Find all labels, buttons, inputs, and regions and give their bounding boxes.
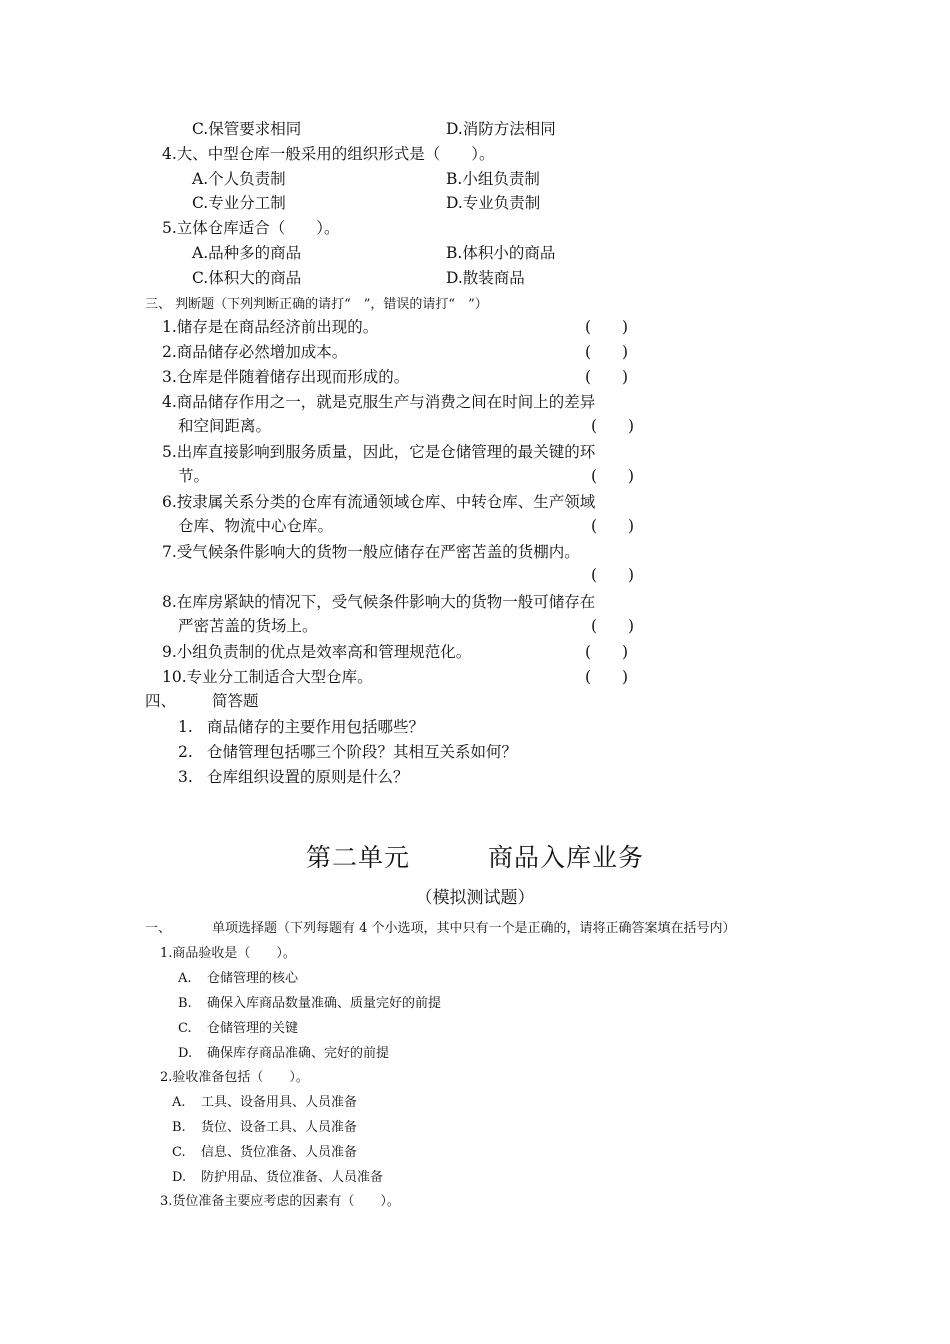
q5-option-c: C.体积大的商品 [192,269,302,287]
judge-item-continuation: 和空间距离。 [178,417,272,435]
short-heading-text: 简答题 [212,692,259,710]
option-label: C. [172,1145,186,1160]
option-label: C. [178,1021,192,1036]
unit-title: 第二单元 商品入库业务 [305,843,644,872]
judge-item: 4.商品储存作用之一，就是克服生产与消费之间在时间上的差异 [162,393,596,411]
answer-bracket: ( ) [591,617,635,635]
judge-item: 8.在库房紧缺的情况下，受气候条件影响大的货物一般可储存在 [162,593,596,611]
short-item-text: 仓库组织设置的原则是什么？ [207,768,409,786]
q4-stem: 4.大、中型仓库一般采用的组织形式是（ ）。 [162,145,495,163]
q4-option-d: D.专业负责制 [446,194,541,212]
option-text: 防护用品、货位准备、人员准备 [201,1170,384,1185]
q1-stem: 1.商品验收是（ ）。 [160,946,296,961]
option-text: 工具、设备用具、人员准备 [201,1095,358,1110]
judge-item: 2.商品储存必然增加成本。 [162,343,348,361]
judge-item: 1.储存是在商品经济前出现的。 [162,318,379,336]
q3-option-c: C.保管要求相同 [192,120,302,138]
answer-bracket: ( ) [591,417,635,435]
section-heading: 单项选择题（下列每题有 4 个小选项，其中只有一个是正确的，请将正确答案填在括号内） [212,921,736,936]
q2-stem: 2.验收准备包括（ ）。 [160,1070,309,1085]
judge-item: 3.仓库是伴随着储存出现而形成的。 [162,368,410,386]
q4-option-c: C.专业分工制 [192,194,286,212]
option-label: D. [172,1170,187,1185]
answer-bracket: ( ) [591,566,635,584]
q5-option-a: A.品种多的商品 [192,244,302,262]
q3-stem: 3.货位准备主要应考虑的因素有（ ）。 [160,1194,400,1209]
answer-bracket: ( ) [591,517,635,535]
option-text: 仓储管理的核心 [207,971,299,986]
q3-option-d: D.消防方法相同 [446,120,556,138]
option-label: D. [178,1046,193,1061]
judge-heading: 三、 判断题（下列判断正确的请打“ ”，错误的请打“ ”） [145,297,488,312]
section-number: 一、 [145,921,172,936]
judge-item-continuation: 仓库、物流中心仓库。 [178,517,334,535]
option-text: 信息、货位准备、人员准备 [201,1145,358,1160]
q4-option-a: A.个人负责制 [192,170,286,188]
option-label: A. [172,1095,186,1110]
judge-item-continuation: 节。 [178,467,210,485]
short-item-number: 1. [178,718,193,736]
answer-bracket: ( ) [585,343,629,361]
short-item-number: 2. [178,743,193,761]
option-text: 确保库存商品准确、完好的前提 [207,1046,390,1061]
short-item-number: 3. [178,768,193,786]
judge-item: 5.出库直接影响到服务质量，因此，它是仓储管理的最关键的环 [162,443,596,461]
q4-option-b: B.小组负责制 [446,170,540,188]
q5-stem: 5.立体仓库适合（ ）。 [162,219,340,237]
judge-item: 7.受气候条件影响大的货物一般应储存在严密苫盖的货棚内。 [162,543,580,561]
judge-item: 9.小组负责制的优点是效率高和管理规范化。 [162,643,472,661]
q5-option-d: D.散装商品 [446,269,525,287]
short-item-text: 仓储管理包括哪三个阶段？其相互关系如何？ [207,743,518,761]
answer-bracket: ( ) [585,368,629,386]
judge-item: 6.按隶属关系分类的仓库有流通领域仓库、中转仓库、生产领域 [162,493,596,511]
short-heading-number: 四、 [145,692,177,710]
judge-item: 10.专业分工制适合大型仓库。 [162,668,373,686]
option-label: B. [172,1120,186,1135]
option-text: 货位、设备工具、人员准备 [201,1120,358,1135]
answer-bracket: ( ) [585,318,629,336]
answer-bracket: ( ) [585,643,629,661]
answer-bracket: ( ) [591,467,635,485]
option-text: 仓储管理的关键 [207,1021,299,1036]
answer-bracket: ( ) [585,668,629,686]
unit-subtitle: （模拟测试题） [415,888,535,908]
option-label: B. [178,996,192,1011]
option-text: 确保入库商品数量准确、质量完好的前提 [207,996,442,1011]
judge-item-continuation: 严密苫盖的货场上。 [178,617,318,635]
option-label: A. [178,971,192,986]
q5-option-b: B.体积小的商品 [446,244,556,262]
short-item-text: 商品储存的主要作用包括哪些？ [207,718,425,736]
